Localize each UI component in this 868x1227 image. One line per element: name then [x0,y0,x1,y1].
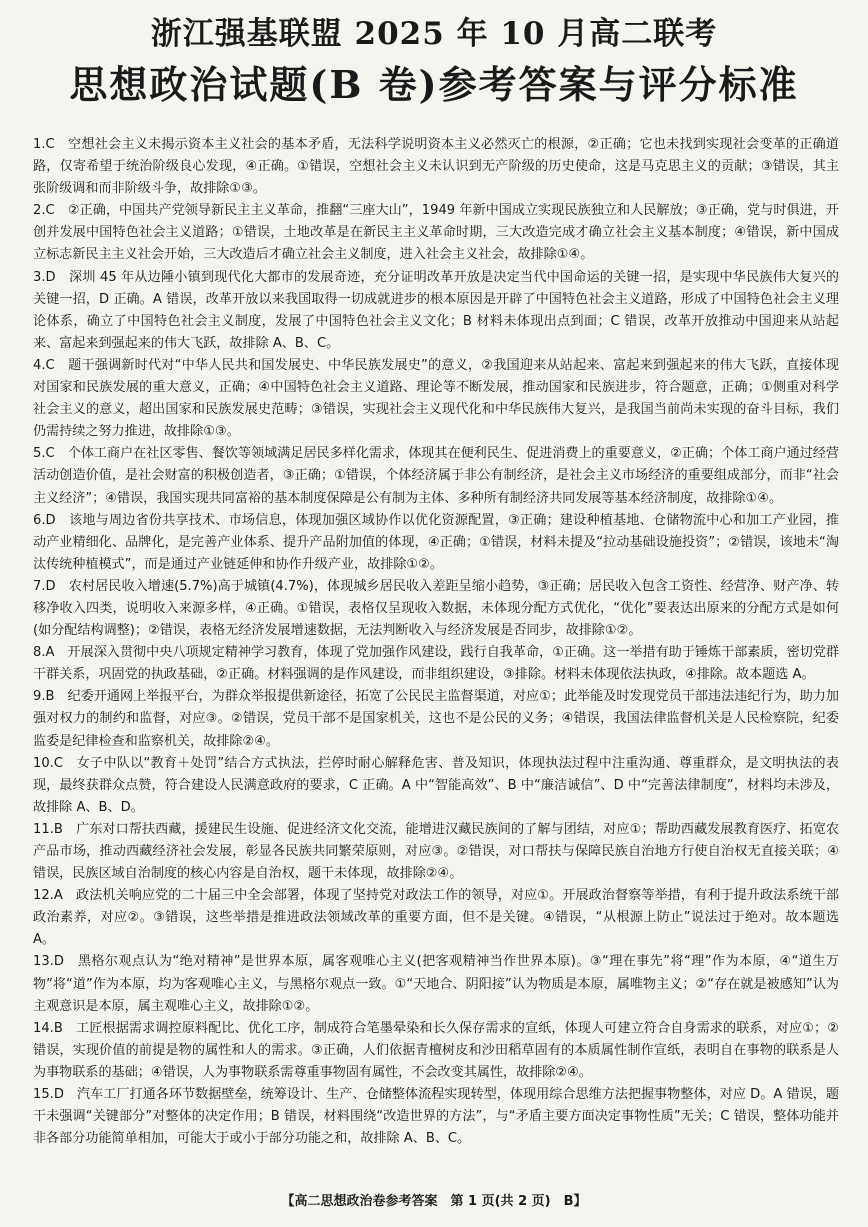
document-subtitle: 思想政治试题(B 卷)参考答案与评分标准 [69,62,799,107]
page-footer: 【高二思想政治卷参考答案 第 1 页(共 2 页) B】 [281,1194,587,1209]
answer-item-4: 4.C 题干强调新时代对“中华人民共和国发展史、中华民族发展史”的意义，②我国迎来从站起来、富起来到强起来的伟大飞跃，直接体现对国家和民族发展的重大意义，正确；④中国特色社会主义道路、理论等不断发展，推动国家和民族进步，符合题意，正确；①侧重对科学社会主义的意义，超出国家和民族发展史范畴；③错误，实现社会主义现代化和中华民族伟大复兴，是我国当前尚未实现的奋斗目标，我们仍需持续之努力推进，故排除①③。 [33,357,839,440]
answer-list [33,134,839,1150]
answer-item-2: 2.C ②正确，中国共产党领导新民主主义革命，推翻“三座大山”，1949 年新中国成立实现民族独立和人民解放；③正确，党与时俱进，开创并发展中国特色社会主义道路；①错误，土地改革是在新民主主义革命时期，三大改造完成才确立社会主义基本制度；④错误，新中国成立标志新民主主义社会开始，三大改造后才确立社会主义制度，进入社会主义社会，故排除①④。 [33,203,839,263]
answer-item-7: 7.D 农村居民收入增速(5.7%)高于城镇(4.7%)，体现城乡居民收入差距呈缩小趋势，③正确；居民收入包含工资性、经营净、财产净、转移净收入四类，说明收入来源多样，④正确。①错误，表格仅呈现收入数据，未体现分配方式优化，“优化”要表达出原来的分配方式是如何(如分配结构调整)；②错误，表格无经济发展增速数据，无法判断收入与经济发展是否同步，故排除①②。 [33,578,839,639]
answer-item-10: 10.C 女子中队以“教育＋处罚”结合方式执法，拦停时耐心解释危害、普及知识，体现执法过程中注重沟通、尊重群众，是文明执法的表现，最终获群众点赞，符合建设人民满意政府的要求，C 正确。A 中“智能高效”、B 中“廉洁诚信”、D 中“完善法律制度”，材料均未涉及，故排除 A、B、D。 [33,755,839,815]
answer-item-15: 15.D 汽车工厂打通各环节数据壁垒，统筹设计、生产、仓储整体流程实现转型，体现用综合思维方法把握事物整体，对应 D。A 错误，题干未强调“关键部分”对整体的决定作用；B 错误，材料围绕“改造世界的方法”，与“矛盾主要方面决定事物性质”无关；C 错误，整体功能并非各部分功能简单相加，可能大于或小于部分功能之和，故排除 A、B、C。 [33,1087,839,1147]
document-title: 浙江强基联盟 2025 年 10 月高二联考 [150,16,718,52]
answer-item-1: 1.C 空想社会主义未揭示资本主义社会的基本矛盾，无法科学说明资本主义必然灭亡的根源，②正确；它也未找到实现社会变革的正确道路，仅寄希望于统治阶级良心发现，④正确。①错误，空想社会主义未认识到无产阶级的历史使命，这是马克思主义的贡献；③错误，其主张阶级调和而非阶级斗争，故排除①③。 [33,137,839,197]
answer-item-12: 12.A 政法机关响应党的二十届三中全会部署，体现了坚持党对政法工作的领导，对应①。开展政治督察等举措，有利于提升政法系统干部政治素养，对应②。③错误，这些举措是推进政法领域改革的重要方面，但不是关键。④错误，“从根源上防止”说法过于绝对。故本题选 A。 [33,888,839,948]
answer-item-11: 11.B 广东对口帮扶西藏，援建民生设施、促进经济文化交流，能增进汉藏民族间的了解与团结，对应①；帮助西藏发展教育医疗、拓宽农产品市场，推动西藏经济社会发展，彰显各民族共同繁荣原则，对应③。②错误，对口帮扶与保障民族自治地方行使自治权无直接关联；④错误，民族区域自治制度的核心内容是自治权，题干未体现，故排除②④。 [33,821,839,882]
answer-item-3: 3.D 深圳 45 年从边陲小镇到现代化大都市的发展奇迹，充分证明改革开放是决定当代中国命运的关键一招，是实现中华民族伟大复兴的关键一招，D 正确。A 错误，改革开放以来我国取得一切成就进步的根本原因是开辟了中国特色社会主义道路，形成了中国特色社会主义理论体系，确立了中国特色社会主义制度，发展了中国特色社会主义文化；B 材料未体现出点到面；C 错误，改革开放推动中国迎来从站起来、富起来到强起来的伟大飞跃，故排除 A、B、C。 [33,269,839,351]
answer-item-13: 13.D 黑格尔观点认为“绝对精神”是世界本原，属客观唯心主义(把客观精神当作世界本原)。③“理在事先”将“理”作为本原，④“道生万物”将“道”作为本原，均为客观唯心主义，与黑格尔观点一致。①“天地合、阴阳接”认为物质是本原，属唯物主义；②“存在就是被感知”认为主观意识是本原，属主观唯心主义，故排除①②。 [33,954,839,1014]
answer-item-9: 9.B 纪委开通网上举报平台，为群众举报提供新途径，拓宽了公民民主监督渠道，对应①；此举能及时发现党员干部违法违纪行为，助力加强对权力的制约和监督，对应③。②错误，党员干部不是国家机关，这也不是公民的义务；④错误，我国法律监督机关是人民检察院，纪委监委是纪律检查和监察机关，故排除②④。 [33,689,839,749]
answer-item-14: 14.B 工匠根据需求调控原料配比、优化工序，制成符合笔墨晕染和长久保存需求的宣纸，体现人可建立符合自身需求的联系，对应①；②错误，实现价值的前提是物的属性和人的需求。③正确，人们依据青檀树皮和沙田稻草固有的本质属性制作宣纸，表明自在事物的联系是人为事物联系的基础；④错误，人为事物联系需尊重事物固有属性，不会改变其属性，故排除②④。 [33,1020,839,1080]
answer-item-5: 5.C 个体工商户在社区零售、餐饮等领域满足居民多样化需求，体现其在便利民生、促进消费上的重要意义，②正确；个体工商户通过经营活动创造价值，是社会财富的积极创造者，③正确；①错误，个体经济属于非公有制经济，是社会主义市场经济的重要组成部分，而非“社会主义经济”；④错误，我国实现共同富裕的基本制度保障是公有制为主体、多种所有制经济共同发展等基本经济制度，故排除①④。 [33,446,839,506]
answer-item-6: 6.D 该地与周边省份共享技术、市场信息，体现加强区域协作以优化资源配置，③正确；建设种植基地、仓储物流中心和加工产业园，推动产业精细化、品牌化，是完善产业体系、提升产品附加值的体现，④正确；①错误，材料未提及“拉动基础设施投资”；②错误，该地未“淘汰传统种植模式”，而是通过产业链延伸和协作升级产业，故排除①②。 [33,512,839,572]
answer-item-8: 8.A 开展深入贯彻中央八项规定精神学习教育，体现了党加强作风建设，践行自我革命，①正确。这一举措有助于锤炼干部素质，密切党群干群关系，巩固党的执政基础，②正确。材料强调的是作风建设，而非组织建设，③排除。材料未体现依法执政，④排除。故本题选 A。 [33,645,839,683]
